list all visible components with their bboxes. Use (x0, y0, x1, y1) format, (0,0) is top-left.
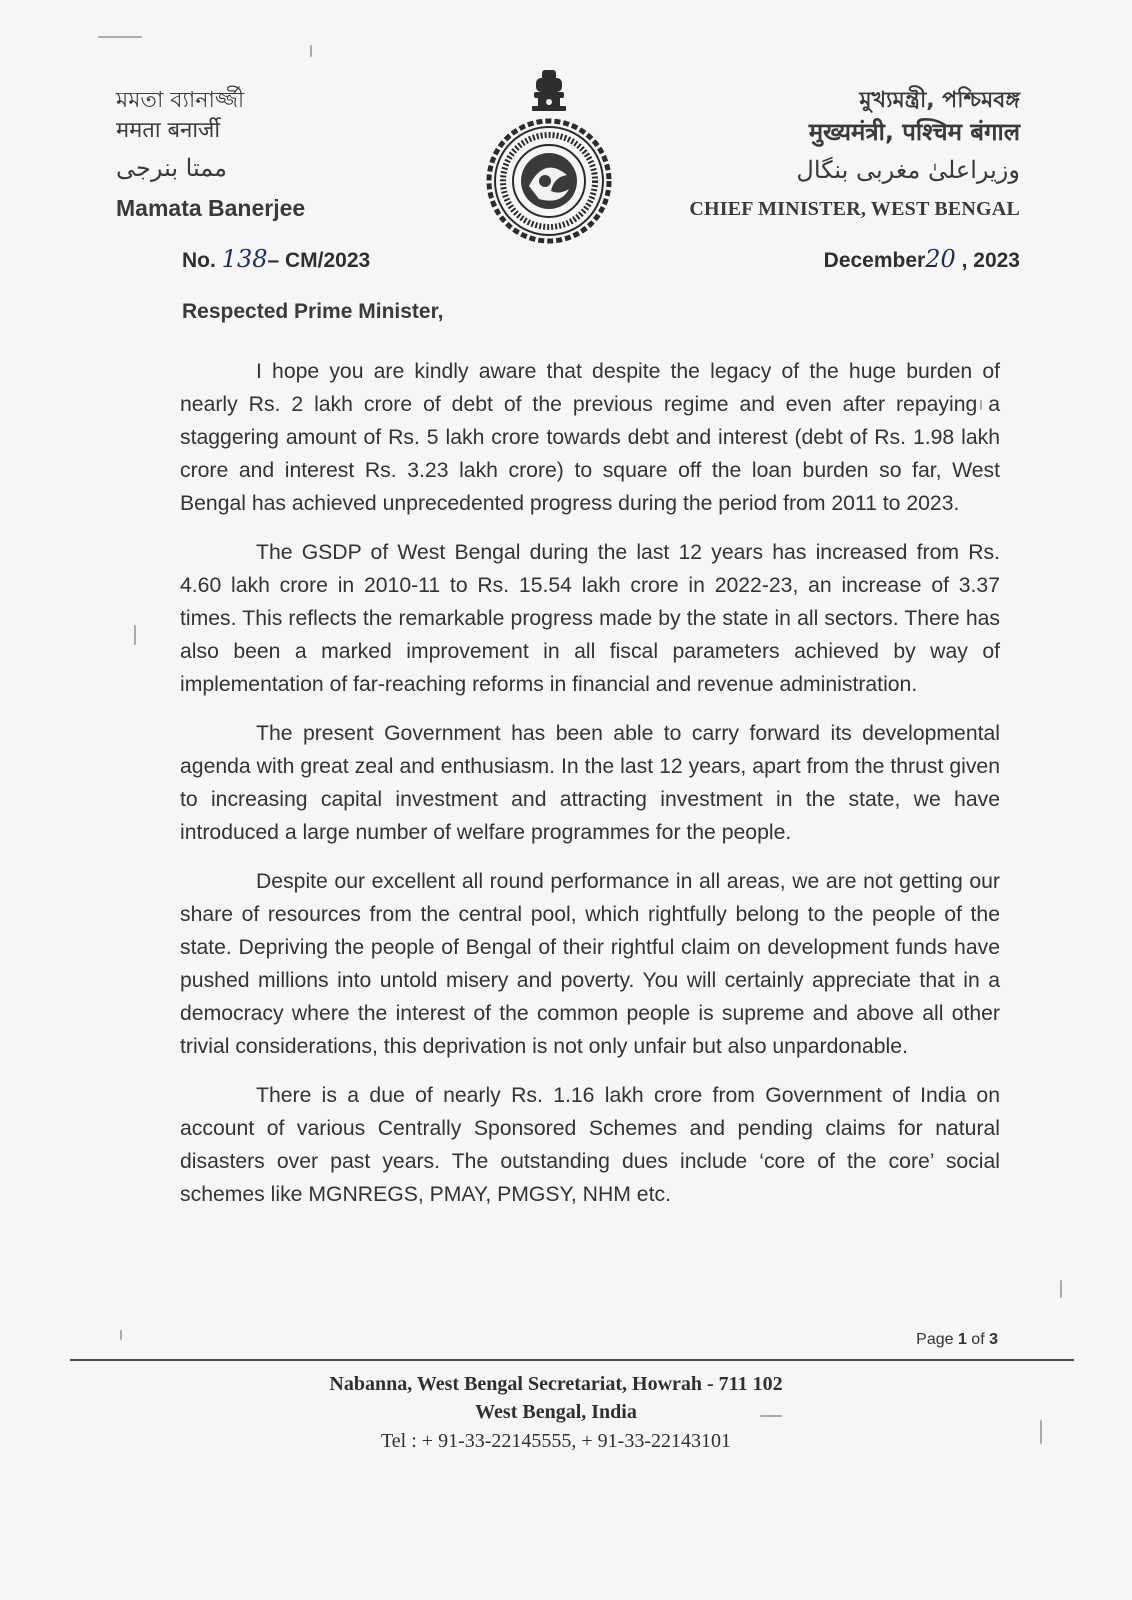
page-number-total: 3 (989, 1331, 998, 1348)
letter-reference-number (182, 245, 370, 273)
body-paragraph: I hope you are kindly aware that despite the legacy of the huge burden of nearly Rs. 2 lakh crore of debt of the previous regime and even after repaying a staggering amount of Rs. 5 lakh crore towards debt and interest (debt of Rs. 1.98 lakh crore and interest Rs. 3.23 lakh crore) to square off the loan burden so far, West Bengal has achieved unprecedented progress during the period from 2011 to 2023. (180, 360, 1000, 515)
office-title-bengali: মুখ্যমন্ত্রী, পশ্চিমবঙ্গ (859, 88, 1020, 113)
sender-name-block (116, 86, 305, 224)
page-number-middle: of (966, 1331, 990, 1348)
footer-address-line2: West Bengal, India (475, 1401, 637, 1423)
sender-name-urdu: ممتا بنرجی (116, 154, 227, 182)
reference-handwritten-number: 138 (221, 245, 268, 273)
sender-name-bengali: মমতা ব্যানার্জ্জী (116, 88, 245, 113)
state-emblem-seal-icon (484, 66, 614, 246)
date-handwritten-day: 20 (925, 245, 956, 273)
footer-telephone: Tel : + 91-33-22145555, + 91-33-22143101 (380, 1430, 731, 1452)
office-title-block (689, 86, 1020, 221)
body-paragraph: The present Government has been able to carry forward its developmental agenda with great zeal and enthusiasm. In the last 12 years, apart from the thrust given to increasing capital investment and attracting investment in the state, we have introduced a large number of welfare programmes for the people. (180, 722, 1000, 844)
salutation: Respected Prime Minister, (182, 300, 444, 323)
scan-speck (310, 45, 312, 57)
page-number-prefix: Page (916, 1331, 958, 1348)
scan-speck (1060, 1280, 1062, 1298)
sender-name-hindi: ममता बनार्जी (116, 118, 221, 143)
footer-address-line1: Nabanna, West Bengal Secretariat, Howrah - 711 102 (329, 1373, 783, 1395)
date-month: December (823, 249, 926, 272)
office-title-english: CHIEF MINISTER, WEST BENGAL (689, 198, 1020, 220)
footer-address (0, 1370, 1112, 1456)
footer-divider (70, 1359, 1074, 1361)
scan-speck (134, 625, 136, 645)
office-title-urdu: وزیراعلیٰ مغربی بنگال (796, 156, 1020, 184)
sender-name-english: Mamata Banerjee (116, 195, 306, 221)
letter-body (180, 355, 1000, 1227)
letter-date (824, 245, 1020, 273)
page-number-current: 1 (957, 1331, 967, 1348)
scan-speck (120, 1330, 122, 1340)
date-year: , 2023 (955, 249, 1020, 272)
office-title-hindi: मुख्यमंत्री, पश्चिम बंगाल (808, 118, 1020, 146)
body-paragraph: Despite our excellent all round performance in all areas, we are not getting our share of resources from the central pool, which rightfully belong to the people of the state. Depriving the people of Bengal of their rightful claim on development funds have pushed millions into untold misery and poverty. You will certainly appreciate that in a democracy where the interest of the common people is supreme and above all other trivial considerations, this deprivation is not only unfair but also unpardonable. (180, 870, 1000, 1058)
body-paragraph: The GSDP of West Bengal during the last 12 years has increased from Rs. 4.60 lakh crore in 2010-11 to Rs. 15.54 lakh crore in 2022-23, an increase of 3.37 times. This reflects the remarkable progress made by the state in all sectors. There has also been a marked improvement in all fiscal parameters achieved by way of implementation of far-reaching reforms in financial and revenue administration. (180, 541, 1000, 696)
page-number (916, 1331, 998, 1349)
reference-suffix: – CM/2023 (267, 249, 371, 272)
body-paragraph: There is a due of nearly Rs. 1.16 lakh crore from Government of India on account of various Centrally Sponsored Schemes and pending claims for natural disasters over past years. The outstanding dues include ‘core of the core’ social schemes like MGNREGS, PMAY, PMGSY, NHM etc. (180, 1084, 1000, 1206)
reference-prefix: No. (182, 249, 222, 272)
scan-speck (98, 36, 142, 38)
